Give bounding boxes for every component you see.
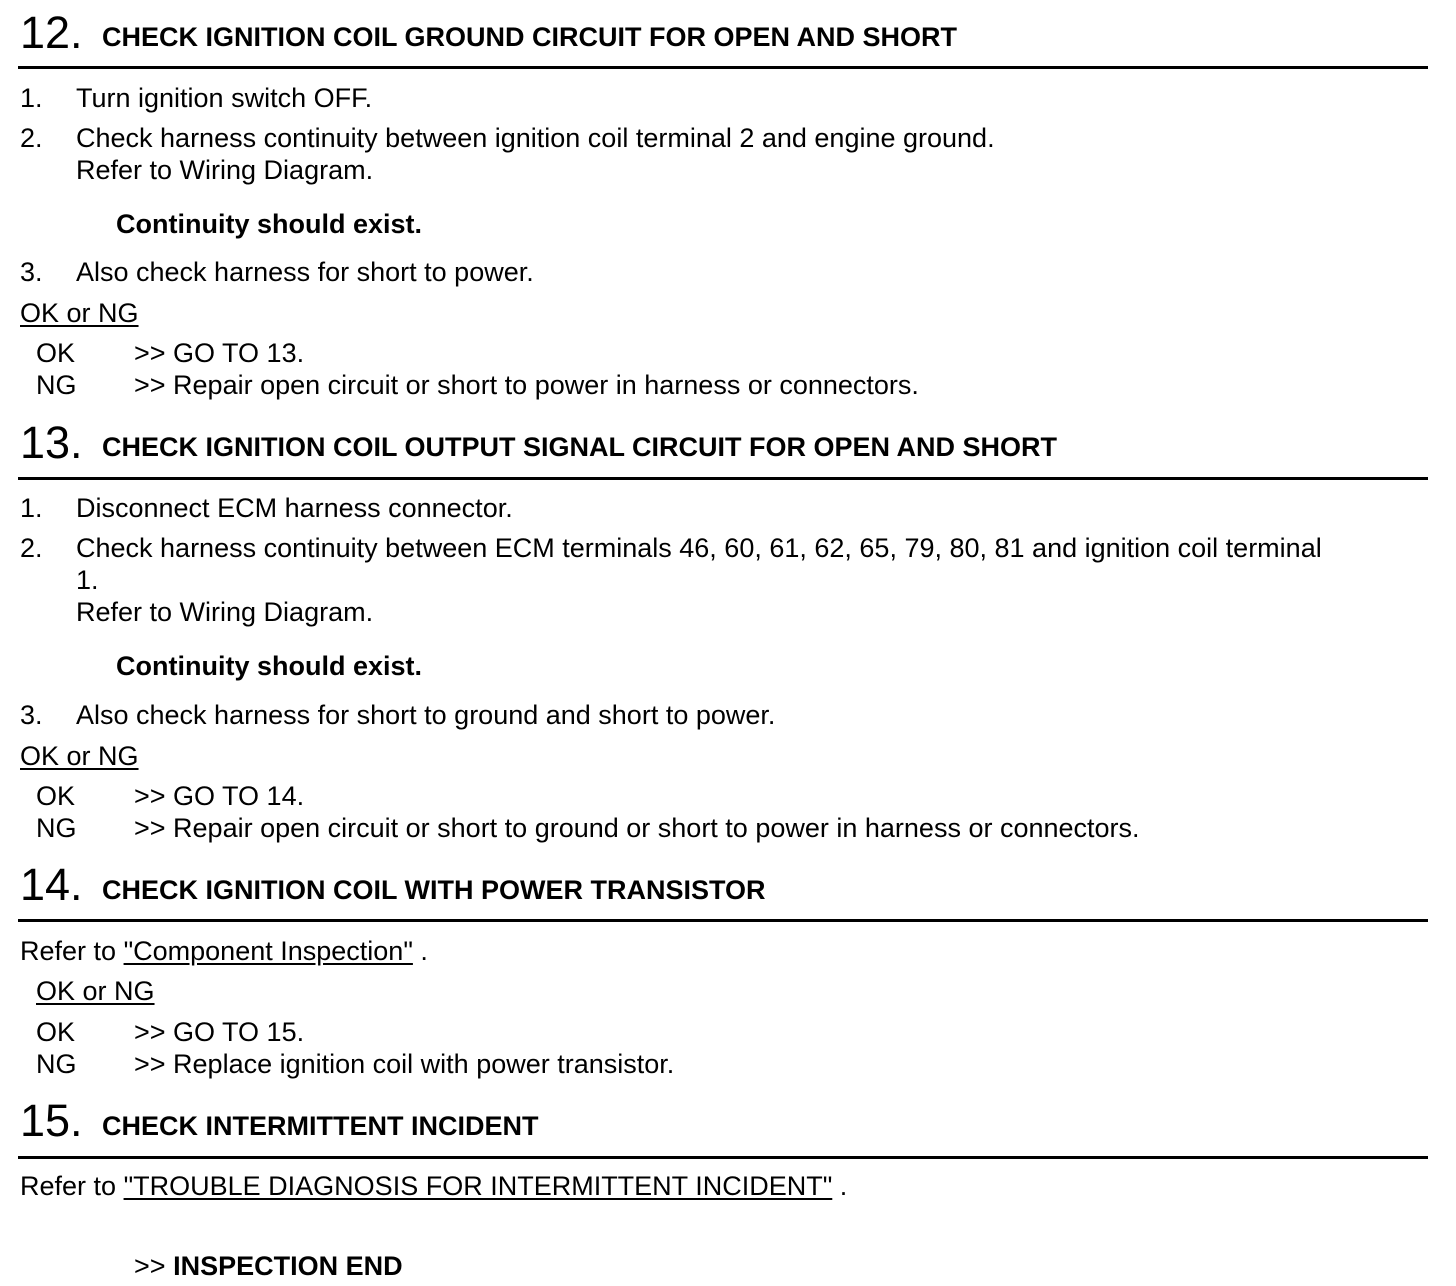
step-14-divider xyxy=(18,919,1428,922)
step-12-divider xyxy=(18,66,1428,69)
step-14-ok-label: OK xyxy=(36,1017,76,1047)
step-12-item-1-number: 1. xyxy=(20,83,43,113)
step-13-item-1-text: Disconnect ECM harness connector. xyxy=(76,493,513,523)
step-12-ng-label: NG xyxy=(36,370,77,400)
step-12-item-2-text-line-2: Refer to Wiring Diagram. xyxy=(76,155,374,185)
step-13-ok-label: OK xyxy=(36,781,76,811)
step-14-ok-or-ng: OK or NG xyxy=(36,976,155,1006)
step-13-item-3-number: 3. xyxy=(20,700,43,730)
step-13-item-3-text: Also check harness for short to ground and short to power. xyxy=(76,700,776,730)
step-12-number: 12. xyxy=(20,7,83,58)
step-12-ok-action: >> GO TO 13. xyxy=(134,338,305,368)
step-15-number: 15. xyxy=(20,1095,83,1146)
step-13-item-1-number: 1. xyxy=(20,493,43,523)
step-12-ng-action: >> Repair open circuit or short to power in harness or connectors. xyxy=(134,370,919,400)
step-14-title: CHECK IGNITION COIL WITH POWER TRANSISTOR xyxy=(102,875,766,905)
step-13-spec: Continuity should exist. xyxy=(116,651,423,681)
step-13-item-2-text: Check harness continuity between ECM terminals 46, 60, 61, 62, 65, 79, 80, 81 and ignition coil terminal xyxy=(76,533,1322,563)
step-14-ng-action: >> Replace ignition coil with power transistor. xyxy=(134,1049,675,1079)
step-13-ok-action: >> GO TO 14. xyxy=(134,781,305,811)
step-12-item-3-number: 3. xyxy=(20,257,43,287)
step-13-number: 13. xyxy=(20,417,83,468)
step-12-ok-or-ng: OK or NG xyxy=(20,298,139,328)
step-14-refer xyxy=(20,935,428,967)
step-13-item-2-number: 2. xyxy=(20,533,43,563)
step-12-spec: Continuity should exist. xyxy=(116,209,423,239)
step-13-ng-action: >> Repair open circuit or short to ground or short to power in harness or connectors. xyxy=(134,813,1140,843)
step-13-ok-or-ng: OK or NG xyxy=(20,741,139,771)
step-13-ng-label: NG xyxy=(36,813,77,843)
step-12-title: CHECK IGNITION COIL GROUND CIRCUIT FOR OPEN AND SHORT xyxy=(102,22,958,52)
step-15-title: CHECK INTERMITTENT INCIDENT xyxy=(102,1111,539,1141)
step-12-item-1-text: Turn ignition switch OFF. xyxy=(76,83,373,113)
step-13-title: CHECK IGNITION COIL OUTPUT SIGNAL CIRCUIT FOR OPEN AND SHORT xyxy=(102,432,1058,462)
step-13-item-2-text-line-3: Refer to Wiring Diagram. xyxy=(76,597,374,627)
component-inspection-link[interactable]: "Component Inspection" xyxy=(123,936,413,966)
step-12-item-2-text: Check harness continuity between ignition coil terminal 2 and engine ground. xyxy=(76,123,995,153)
step-12-item-2-number: 2. xyxy=(20,123,43,153)
step-15-refer-suffix: . xyxy=(839,1171,848,1201)
step-14-refer-prefix: Refer to xyxy=(20,936,117,966)
step-14-ok-action: >> GO TO 15. xyxy=(134,1017,305,1047)
step-15-divider xyxy=(18,1156,1428,1159)
step-15-refer-prefix: Refer to xyxy=(20,1171,117,1201)
step-15-refer xyxy=(20,1170,847,1202)
inspection-end-text: INSPECTION END xyxy=(173,1251,403,1281)
step-14-ng-label: NG xyxy=(36,1049,77,1079)
step-12-item-3-text: Also check harness for short to power. xyxy=(76,257,534,287)
inspection-end xyxy=(134,1250,403,1282)
step-12-ok-label: OK xyxy=(36,338,76,368)
step-14-number: 14. xyxy=(20,859,83,910)
step-14-refer-suffix: . xyxy=(420,936,428,966)
step-13-item-2-text-line-2: 1. xyxy=(76,565,99,595)
intermittent-incident-link[interactable]: "TROUBLE DIAGNOSIS FOR INTERMITTENT INCIDENT" xyxy=(123,1171,833,1201)
step-13-divider xyxy=(18,477,1428,480)
inspection-end-arrow: >> xyxy=(134,1251,166,1281)
